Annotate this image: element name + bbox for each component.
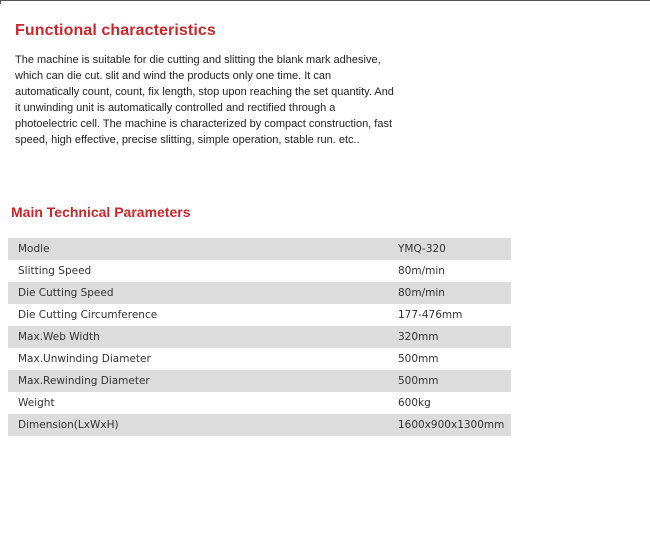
technical-parameters-title: Main Technical Parameters (11, 204, 191, 220)
table-row (8, 238, 511, 260)
functional-description: The machine is suitable for die cutting and slitting the blank mark adhesive, which can die cut. slit and wind the products only one time. It can automatically count, count, fix length, stop upon reaching the set quantity. And it unwinding unit is automatically controlled and rectified through a photoelectric cell. The machine is characterized by compact construction, fast speed, high effective, precise slitting, simple operation, stable run. etc.. (15, 54, 394, 146)
parameter-name: Die Cutting Circumference (18, 309, 158, 321)
table-row (8, 260, 511, 282)
parameter-value: YMQ-320 (398, 243, 446, 255)
parameter-name: Max.Web Width (18, 331, 100, 343)
left-corner-divider (0, 0, 1, 4)
parameter-value: 600kg (398, 397, 431, 409)
table-row (8, 392, 511, 414)
parameter-name: Max.Rewinding Diameter (18, 375, 150, 387)
table-row (8, 414, 511, 436)
functional-characteristics-title: Functional characteristics (15, 22, 216, 39)
parameter-value: 320mm (398, 331, 439, 343)
table-row (8, 282, 511, 304)
parameter-name: Die Cutting Speed (18, 287, 114, 299)
parameter-value: 500mm (398, 375, 439, 387)
parameter-name: Modle (18, 243, 50, 255)
parameter-name: Dimension(LxWxH) (18, 419, 119, 431)
table-row (8, 348, 511, 370)
top-divider (0, 0, 650, 1)
parameter-name: Weight (18, 397, 55, 409)
parameter-value: 177-476mm (398, 309, 463, 321)
technical-parameters-table (8, 238, 511, 436)
table-row (8, 370, 511, 392)
table-row (8, 326, 511, 348)
parameter-value: 80m/min (398, 287, 445, 299)
parameter-value: 500mm (398, 353, 439, 365)
parameter-value: 80m/min (398, 265, 445, 277)
parameter-name: Slitting Speed (18, 265, 92, 277)
parameter-value: 1600x900x1300mm (398, 419, 505, 431)
parameter-name: Max.Unwinding Diameter (18, 353, 151, 365)
table-row (8, 304, 511, 326)
